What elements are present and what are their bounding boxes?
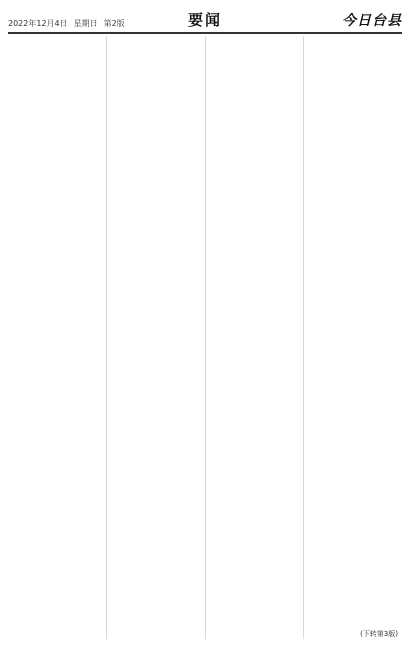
continued-note: (下转第3版) — [360, 630, 398, 638]
section-title: 要闻 — [187, 11, 223, 29]
article-body — [8, 36, 402, 639]
article-column — [303, 36, 402, 639]
article-column — [8, 36, 106, 639]
newspaper-name: 今日台县 — [342, 13, 402, 29]
issue-weekday: 星期日 — [73, 19, 98, 28]
masthead — [8, 6, 402, 34]
page-number: 第2版 — [103, 19, 125, 28]
article-column — [106, 36, 205, 639]
article-column — [205, 36, 304, 639]
issue-date: 2022年12月4日 — [8, 19, 68, 28]
masthead-date-line — [8, 18, 125, 32]
article-columns — [8, 36, 402, 639]
